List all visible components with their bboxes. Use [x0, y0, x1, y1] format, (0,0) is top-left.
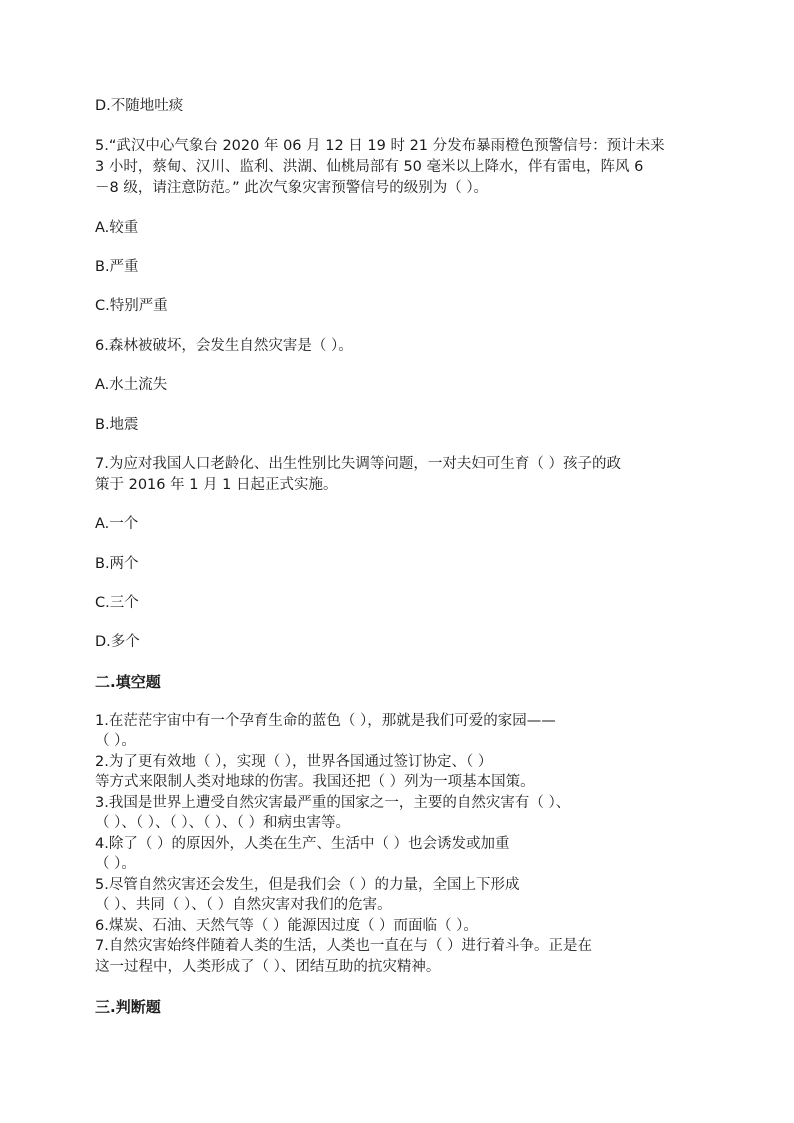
fill-line: 3.我国是世界上遭受自然灾害最严重的国家之一，主要的自然灾害有（ ）、: [95, 795, 571, 811]
fill-line: （ ）。: [95, 733, 136, 749]
fill-line: （ ）、共同（ ）、（ ）自然灾害对我们的危害。: [95, 897, 392, 913]
q6-option-a: A.水土流失: [95, 377, 168, 393]
fill-line: 这一过程中，人类形成了（ ）、团结互助的抗灾精神。: [95, 959, 441, 975]
q5-option-b: B.严重: [95, 259, 139, 275]
q6-option-b: B.地震: [95, 417, 139, 433]
q7-option-a: A.一个: [95, 516, 139, 532]
q5-stem-line-2: 3 小时，蔡甸、汉川、监利、洪湖、仙桃局部有 50 毫米以上降水，伴有雷电，阵风 6: [95, 159, 644, 175]
fill-line: 2.为了更有效地（ ），实现（ ），世界各国通过签订协定、（ ）: [95, 754, 493, 770]
fill-line: 7.自然灾害始终伴随着人类的生活，人类也一直在与（ ）进行着斗争。正是在: [95, 938, 592, 954]
q7-option-c: C.三个: [95, 595, 139, 611]
q5-stem-line-1: 5.“武汉中心气象台 2020 年 06 月 12 日 19 时 21 分发布暴雨橙色预警信号：预计未来: [95, 138, 665, 154]
fill-line: 4.除了（ ）的原因外，人类在生产、生活中（ ）也会诱发或加重: [95, 836, 510, 852]
q6-stem: 6.森林被破坏，会发生自然灾害是（ ）。: [95, 338, 353, 354]
q5-option-c: C.特别严重: [95, 298, 168, 314]
q7-stem-line-2: 策于 2016 年 1 月 1 日起正式实施。: [95, 477, 338, 493]
q7-stem-line-1: 7.为应对我国人口老龄化、出生性别比失调等问题，一对夫妇可生育（ ）孩子的政: [95, 456, 621, 472]
q7-option-b: B.两个: [95, 556, 139, 572]
fill-line: 5.尽管自然灾害还会发生，但是我们会（ ）的力量，全国上下形成: [95, 877, 520, 893]
q4-option-d: D.不随地吐痰: [95, 98, 184, 114]
fill-line: （ ）、（ ）、（ ）、（ ）、（ ）和病虫害等。: [95, 815, 351, 831]
q7-option-d: D.多个: [95, 634, 140, 650]
section-3-heading: 三.判断题: [95, 998, 161, 1016]
section-2-heading: 二.填空题: [95, 673, 161, 691]
fill-line: 6.煤炭、石油、天然气等（ ）能源因过度（ ）而面临（ ）。: [95, 918, 478, 934]
fill-line: 等方式来限制人类对地球的伤害。我国还把（ ）列为一项基本国策。: [95, 774, 535, 790]
q5-stem-line-3: －8 级，请注意防范。” 此次气象灾害预警信号的级别为（ ）。: [95, 180, 489, 196]
fill-line: 1.在茫茫宇宙中有一个孕育生命的蓝色（ ），那就是我们可爱的家园——: [95, 713, 556, 729]
fill-line: （ ）。: [95, 856, 136, 872]
q5-option-a: A.较重: [95, 220, 139, 236]
